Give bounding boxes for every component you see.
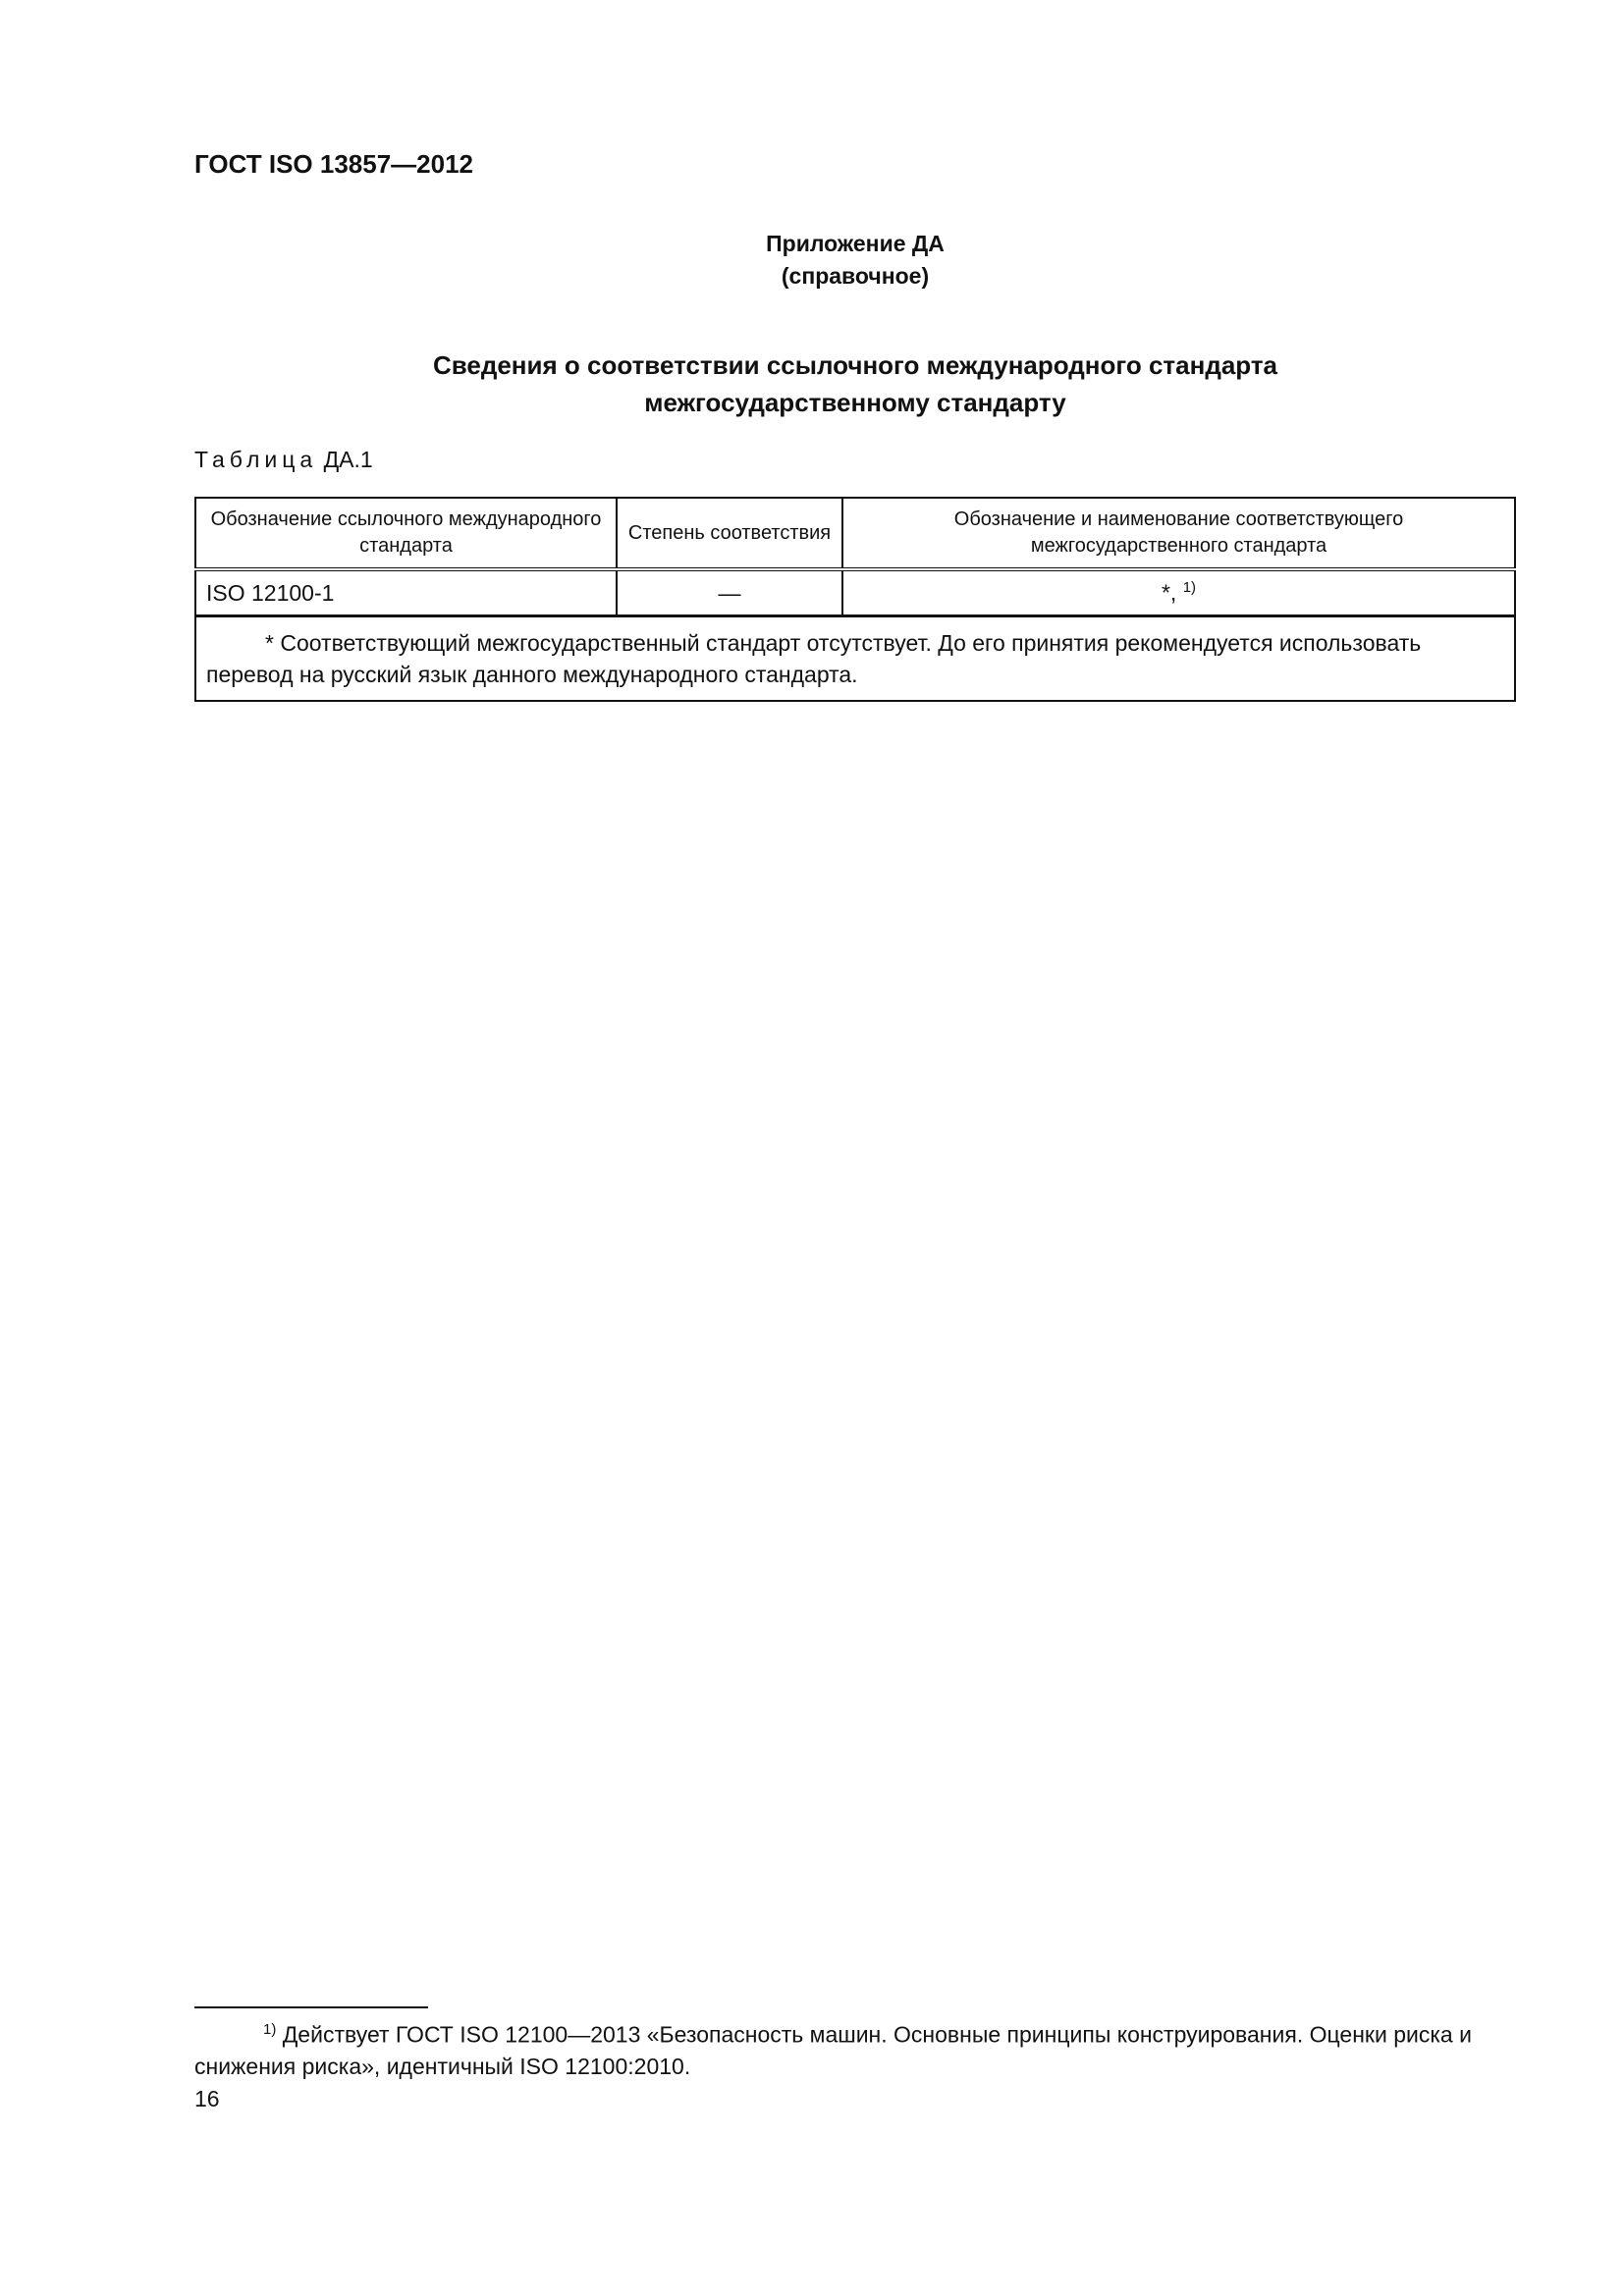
column-header: Степень соответствия [617,498,842,569]
table-note: * Соответствующий межгосударственный стандарт отсутствует. До его принятия рекомендуется использовать перевод на русский язык данного международного стандарта. [195,616,1515,702]
section-title [194,347,1516,421]
page-number: 16 [194,2086,220,2111]
table-caption [194,447,373,473]
annex-title: Приложение ДА [766,231,945,256]
footnote-divider [194,2006,428,2008]
section-title-line1: Сведения о соответствии ссылочного международного стандарта [432,350,1278,380]
cell-national [842,569,1515,616]
table-row [195,569,1515,616]
column-header: Обозначение ссылочного международного стандарта [195,498,617,569]
national-value: *, [1161,579,1183,606]
table-caption-id: ДА.1 [323,447,373,472]
column-header: Обозначение и наименование соответствующего межгосударственного стандарта [842,498,1515,569]
footnote-ref: 1) [1182,579,1197,597]
table-note-row [195,616,1515,702]
table-caption-word: Таблица [194,447,318,472]
document-header: ГОСТ ISO 13857—2012 [194,149,474,179]
footnote-marker: 1) [263,2021,277,2038]
footnote [194,2014,1516,2082]
table-header-row [195,498,1515,569]
annex-subtitle: (справочное) [781,263,930,289]
footnote-text: Действует ГОСТ ISO 12100—2013 «Безопасность машин. Основные принципы конструирования. Оценки риска и снижения риска», идентичный ISO 12100:2010. [194,2021,1472,2079]
cell-ref: ISO 12100-1 [195,569,617,616]
correspondence-table [194,497,1516,702]
cell-degree: — [617,569,842,616]
annex-heading [194,228,1516,293]
section-title-line2: межгосударственному стандарту [644,388,1066,417]
